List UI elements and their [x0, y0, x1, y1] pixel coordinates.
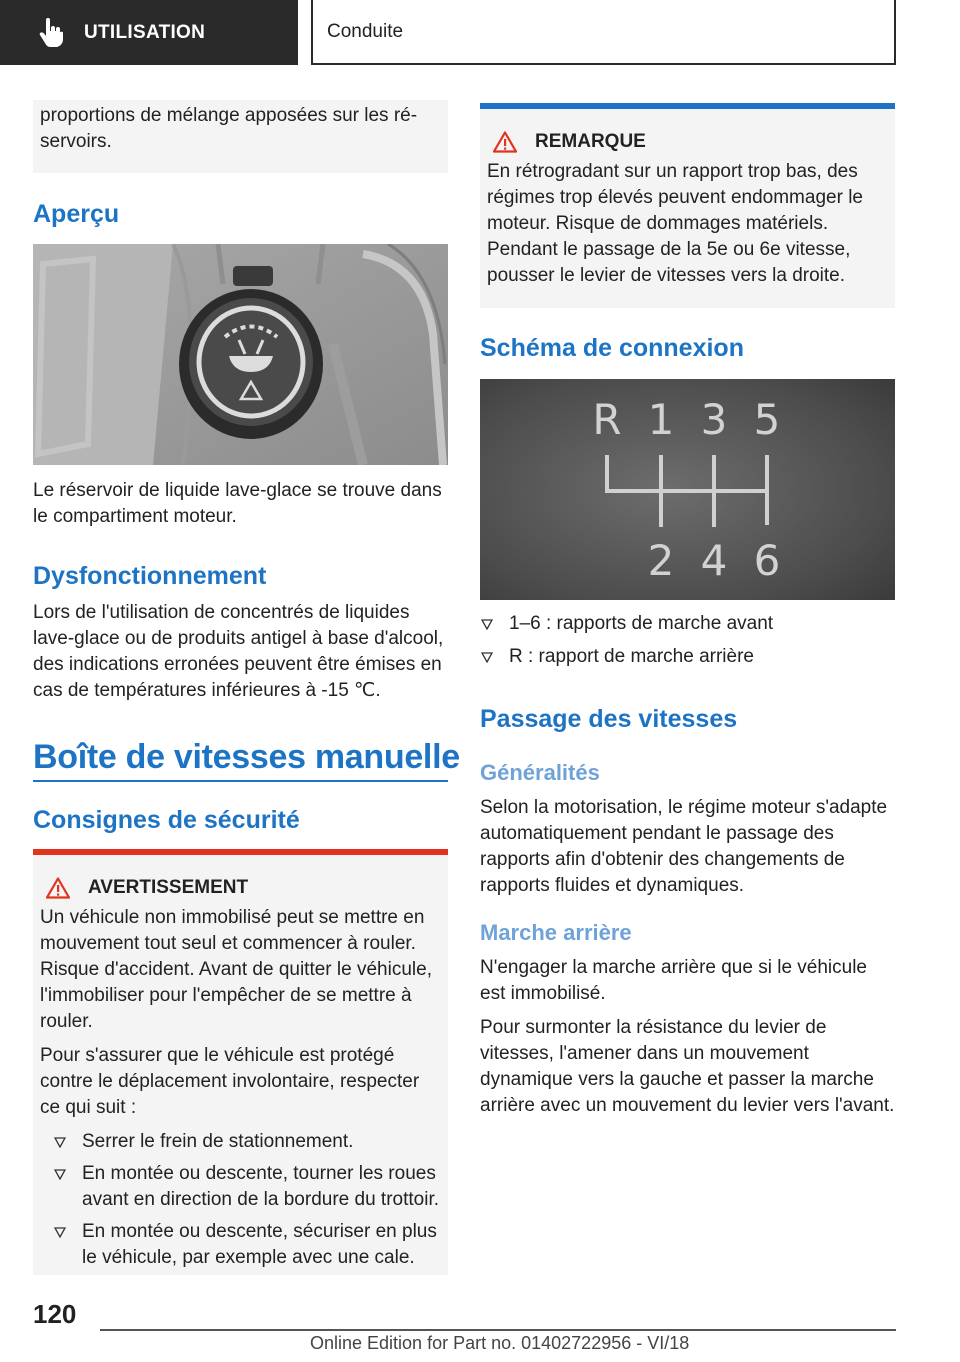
note-text: En rétrogradant sur un rapport trop bas, des régimes trop élevés peuvent endommager le moteur. Risque de dommages matériels. Pendant le passage de la 5e ou 6e vitesse, pousser le levier de vitesses vers la droite.: [487, 161, 863, 286]
gearbox-heading-rule: [33, 780, 448, 782]
gear-label-bottom: 6: [753, 536, 781, 585]
note-title-text: REMARQUE: [535, 131, 646, 152]
caution-triangle-icon: [493, 131, 517, 153]
list-item: 1–6 : rapports de marche avant: [467, 611, 897, 637]
note-box: [480, 103, 895, 308]
gear-label-top: 5: [753, 395, 781, 444]
bullet-triangle-icon: [54, 1137, 66, 1148]
header-chapter-tab: [311, 0, 896, 65]
gear-label-bottom: 2: [647, 536, 675, 585]
list-item: Serrer le frein de stationnement.: [40, 1129, 441, 1155]
general-text: Selon la motorisation, le régime moteur s'adapte automatiquement pendant le passage des rapports afin d'obtenir des changements de rapports fluides et dynamiques.: [480, 797, 888, 896]
gear-legend: [467, 611, 897, 670]
diagram-heading: Schéma de connexion: [480, 334, 744, 362]
shifting-heading: Passage des vitesses: [480, 705, 738, 733]
malfunction-heading: Dysfonctionnement: [33, 562, 267, 590]
bullet-triangle-icon: [54, 1227, 66, 1238]
bullet-triangle-icon: [54, 1169, 66, 1180]
section-title: UTILISATION: [84, 21, 206, 43]
list-item: R : rapport de marche arrière: [467, 644, 897, 670]
warning-title-text: AVERTISSEMENT: [88, 877, 249, 898]
reservoir-caption: Le réservoir de liquide lave-glace se trouve dans le compartiment moteur.: [33, 480, 442, 527]
list-item: En montée ou descente, tourner les roues avant en direction de la bordure du trottoir.: [40, 1161, 441, 1213]
gearbox-heading: Boîte de vitesses manuelle: [33, 738, 460, 776]
footer-rule: [100, 1329, 896, 1331]
page-number: 120: [33, 1299, 77, 1329]
reverse-heading: Marche arrière: [480, 920, 632, 945]
gear-label-top: 1: [647, 395, 675, 444]
gear-label-top: 3: [700, 395, 728, 444]
bullet-triangle-icon: [481, 652, 493, 663]
list-item: En montée ou descente, sécuriser en plus le véhicule, par exemple avec une cale.: [40, 1219, 441, 1271]
warning-triangle-icon: [46, 877, 70, 899]
hand-pointer-icon: [38, 17, 64, 49]
warning-text-1: Un véhicule non immobilisé peut se mettre en mouvement tout seul et commencer à rouler. Risque d'accident. Avant de quitter le véhicule, l'immobiliser pour l'empêcher de se mettre à rouler.: [40, 907, 432, 1032]
washer-reservoir-photo: [33, 244, 448, 465]
header-section-tab: [0, 0, 298, 65]
gear-label-bottom: 4: [700, 536, 728, 585]
chapter-title: Conduite: [327, 20, 404, 42]
warning-list: [40, 1129, 441, 1271]
safety-heading: Consignes de sécurité: [33, 806, 300, 834]
intro-box: [33, 100, 448, 173]
footer-edition: Online Edition for Part no. 01402722956 - VI/18: [310, 1333, 690, 1353]
intro-text: proportions de mélange apposées sur les ré- servoirs.: [40, 105, 418, 152]
reverse-text-2: Pour surmonter la résistance du levier de vitesses, l'amener dans un mouvement dynamique vers la gauche et passer la marche arrière avec un mouvement du levier vers l'avant.: [480, 1017, 895, 1116]
overview-heading: Aperçu: [33, 200, 120, 228]
general-heading: Généralités: [480, 760, 600, 785]
note-title: [493, 131, 888, 153]
gear-shift-diagram: [480, 379, 895, 600]
reverse-text-1: N'engager la marche arrière que si le véhicule est immobilisé.: [480, 957, 867, 1004]
bullet-triangle-icon: [481, 619, 493, 630]
malfunction-text: Lors de l'utilisation de concentrés de liquides lave-glace ou de produits antigel à base d'alcool, des indications erronées peuvent être émises en cas de températures inférieures à -15 ℃.: [33, 602, 444, 701]
warning-title: [46, 877, 441, 899]
gear-label-top: R: [592, 395, 622, 444]
warning-box: [33, 849, 448, 1275]
warning-text-2: Pour s'assurer que le véhicule est protégé contre le déplacement involontaire, respecter ce qui suit :: [40, 1045, 420, 1118]
